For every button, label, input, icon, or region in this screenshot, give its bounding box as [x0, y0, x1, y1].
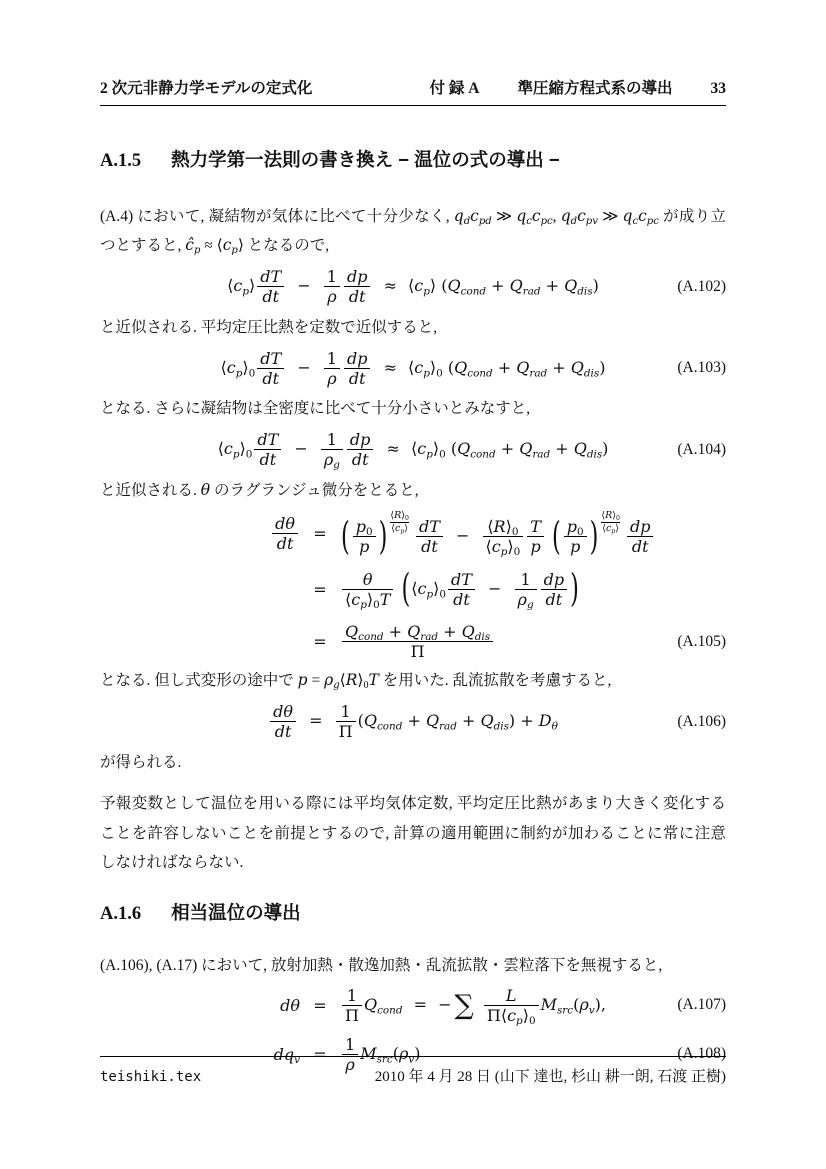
equation-lhs: dθ: [280, 995, 300, 1015]
equation-rhs: ( $\frac{p_0}{p}$ ) $\frac{⟨R⟩_0}{⟨c_p⟩}$ $\frac{dT}{dt}$ − $\frac{⟨R⟩_0}{⟨c_p⟩_0}$ $\frac{T}{p}$ ( $\frac{p_0}{p}$ ) $\frac{⟨R⟩_0}{⟨c_p⟩}$ $\frac{dp}{dt}$: [340, 510, 726, 557]
equation-a103: [100, 342, 726, 394]
equation-line: [100, 981, 726, 1030]
equation-a104: [100, 424, 726, 476]
equation-body: $⟨c_p⟩_0$ $\frac{dT}{dt}$ − $\frac{1}{\rho_g}$ $\frac{dp}{dt}$ ≈ $⟨c_p⟩_0$ $(Q_{cond} + Q_{rad} + Q_{dis})$: [217, 430, 609, 472]
paragraph: と近似される. θ のラグランジュ微分をとると,: [100, 480, 419, 499]
header-appendix-label: 付 録 A: [429, 80, 480, 97]
equation-body: $⟨c_p⟩$ $\frac{dT}{dt}$ − $\frac{1}{\rho}$ $\frac{dp}{dt}$ ≈ $⟨c_p⟩$ $(Q_{cond} + Q_{rad} + Q_{dis})$: [227, 267, 599, 307]
equation-number: (A.103): [677, 359, 726, 377]
equation-lhs: $dq_v$: [273, 1044, 300, 1066]
equation-line: [100, 617, 726, 666]
header-right-group: [430, 76, 726, 98]
equation-number: (A.104): [677, 440, 726, 458]
equation-a102: [100, 261, 726, 313]
paragraph: (A.106), (A.17) において, 放射加熱・散逸加熱・乱流拡散・雲粒落下を無視すると,: [100, 957, 663, 975]
paragraph: と近似される. 平均定圧比熱を定数で近似すると,: [100, 318, 438, 336]
section-title: 相当温位の導出: [171, 902, 301, 924]
equation-number: (A.106): [677, 712, 726, 730]
header-appendix-title: 準圧縮方程式系の導出: [517, 80, 673, 97]
equals-sign: =: [313, 995, 327, 1015]
header-chapter-title: 2 次元非静力学モデルの定式化: [100, 80, 313, 97]
equals-sign: =: [313, 579, 327, 599]
paragraph: となる. さらに凝結物は全密度に比べて十分小さいとみなすと,: [100, 400, 531, 418]
equation-number: (A.108): [677, 1045, 726, 1063]
section-title: 熱力学第一法則の書き換え − 温位の式の導出 −: [171, 149, 560, 170]
header-page-number: 33: [710, 80, 726, 97]
page-footer: [100, 1056, 726, 1086]
paragraph-caution: 予報変数として温位を用いる際には平均気体定数, 平均定圧比熱があまり大きく変化することを許容しないことを前提とするので, 計算の適用範囲に制約が加わることに常に注意しなければならない.: [100, 795, 726, 871]
equation-lhs: $\frac{d\theta}{dt}$: [100, 514, 300, 553]
equation-rhs: $\frac{1}{\rho}$ $M_{src}(\rho_v)$: [340, 1035, 726, 1074]
footer-date-authors: 2010 年 4 月 28 日 (山下 達也, 杉山 耕一朗, 石渡 正樹): [374, 1069, 726, 1085]
equation-body: $\frac{d\theta}{dt}$ = $\frac{1}{\Pi}$ $(Q_{cond} + Q_{rad} + Q_{dis}) + D_\theta$: [268, 702, 558, 741]
section-number: A.1.6: [100, 904, 142, 925]
equation-number: (A.102): [677, 277, 726, 295]
section-number: A.1.5: [100, 151, 142, 171]
paragraph: が得られる.: [100, 753, 182, 771]
equals-sign: =: [313, 523, 327, 543]
page-header: [100, 76, 726, 106]
equals-sign: =: [313, 632, 327, 652]
equation-line: [100, 561, 726, 617]
equation-rhs: $\frac{Q_{cond} + Q_{rad} + Q_{dis}}{\Pi}$: [340, 622, 726, 661]
equation-line: [100, 505, 726, 561]
equation-rhs: $\frac{1}{\Pi}$ $Q_{cond}$ = − ∑ $\frac{L}{\Pi⟨c_p⟩_0}$ $M_{src}(\rho_v)$,: [340, 986, 726, 1025]
section-heading-a16: [100, 899, 726, 925]
equation-number: (A.105): [677, 632, 726, 650]
equation-body: $⟨c_p⟩_0$ $\frac{dT}{dt}$ − $\frac{1}{\rho}$ $\frac{dp}{dt}$ ≈ $⟨c_p⟩_0$ $(Q_{cond} + Q_{rad} + Q_{dis})$: [220, 348, 606, 388]
equation-rhs: $\frac{\theta}{⟨c_p⟩_0T}$ ($⟨c_p⟩_0$ $\frac{dT}{dt}$ − $\frac{1}{\rho_g}$ $\frac{dp}{dt}$ ): [340, 570, 726, 609]
equation-a105: [100, 505, 726, 666]
page-content: [100, 0, 726, 1079]
paragraph-intro: (A.4) において, 凝結物が気体に比べて十分少なく, $q_dc_{pd}$ ≫ $q_cc_{pc}$, $q_dc_{pv}$ ≫ $q_cc_{pc}$ が成り立つとすると, $ĉ_p$ ≈ $⟨c_p⟩$ となるので,: [100, 207, 726, 257]
equals-sign: =: [313, 1044, 327, 1064]
footer-filename: teishiki.tex: [100, 1069, 202, 1085]
paragraph: となる. 但し式変形の途中で $p = \rho_g⟨R⟩_0T$ を用いた. 乱流拡散を考慮すると,: [100, 671, 612, 692]
equation-a106: [100, 696, 726, 748]
section-heading-a15: [100, 146, 726, 172]
equation-number: (A.107): [677, 996, 726, 1014]
